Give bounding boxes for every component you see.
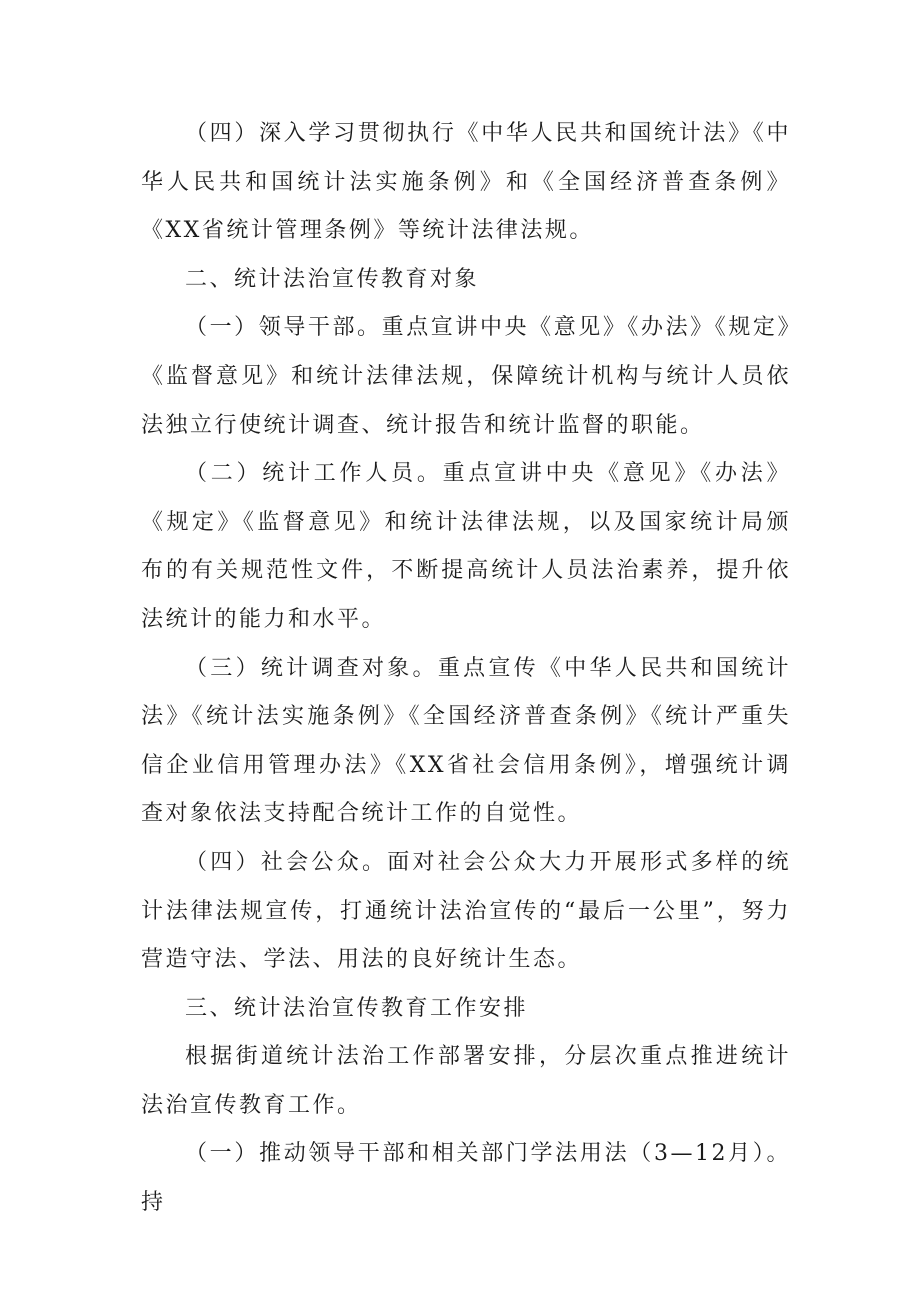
paragraph-general-public: （四）社会公众。面对社会公众大力开展形式多样的统计法律法规宣传，打通统计法治宣传的“最后一公里”，努力营造守法、学法、用法的良好统计生态。 xyxy=(141,849,791,973)
paragraph-leading-cadres: （一）领导干部。重点宣讲中央《意见》《办法》《规定》《监督意见》和统计法律法规，保障统计机构与统计人员依法独立行使统计调查、统计报告和统计监督的职能。 xyxy=(141,315,791,438)
document-body xyxy=(141,110,791,1228)
paragraph-statistical-staff: （二）统计工作人员。重点宣讲中央《意见》《办法》《规定》《监督意见》和统计法律法规，以及国家统计局颁布的有关规范性文件，不断提高统计人员法治素养，提升依法统计的能力和水平。 xyxy=(141,461,791,632)
paragraph-study-laws: （四）深入学习贯彻执行《中华人民共和国统计法》《中华人民共和国统计法实施条例》和《全国经济普查条例》《XX省统计管理条例》等统计法律法规。 xyxy=(141,121,791,244)
section-heading-work-arrangement: 三、统计法治宣传教育工作安排 xyxy=(185,995,529,1021)
section-heading-education-targets: 二、统计法治宣传教育对象 xyxy=(185,266,480,292)
paragraph-promote-leaders-study: （一）推动领导干部和相关部门学法用法（3—12月）。持 xyxy=(141,1141,791,1216)
paragraph-arrangement-intro: 根据街道统计法治工作部署安排，分层次重点推进统计法治宣传教育工作。 xyxy=(141,1044,791,1118)
paragraph-survey-subjects: （三）统计调查对象。重点宣传《中华人民共和国统计法》《统计法实施条例》《全国经济普查条例》《统计严重失信企业信用管理办法》《XX省社会信用条例》，增强统计调查对象依法支持配合统计工作的自觉性。 xyxy=(141,655,791,827)
